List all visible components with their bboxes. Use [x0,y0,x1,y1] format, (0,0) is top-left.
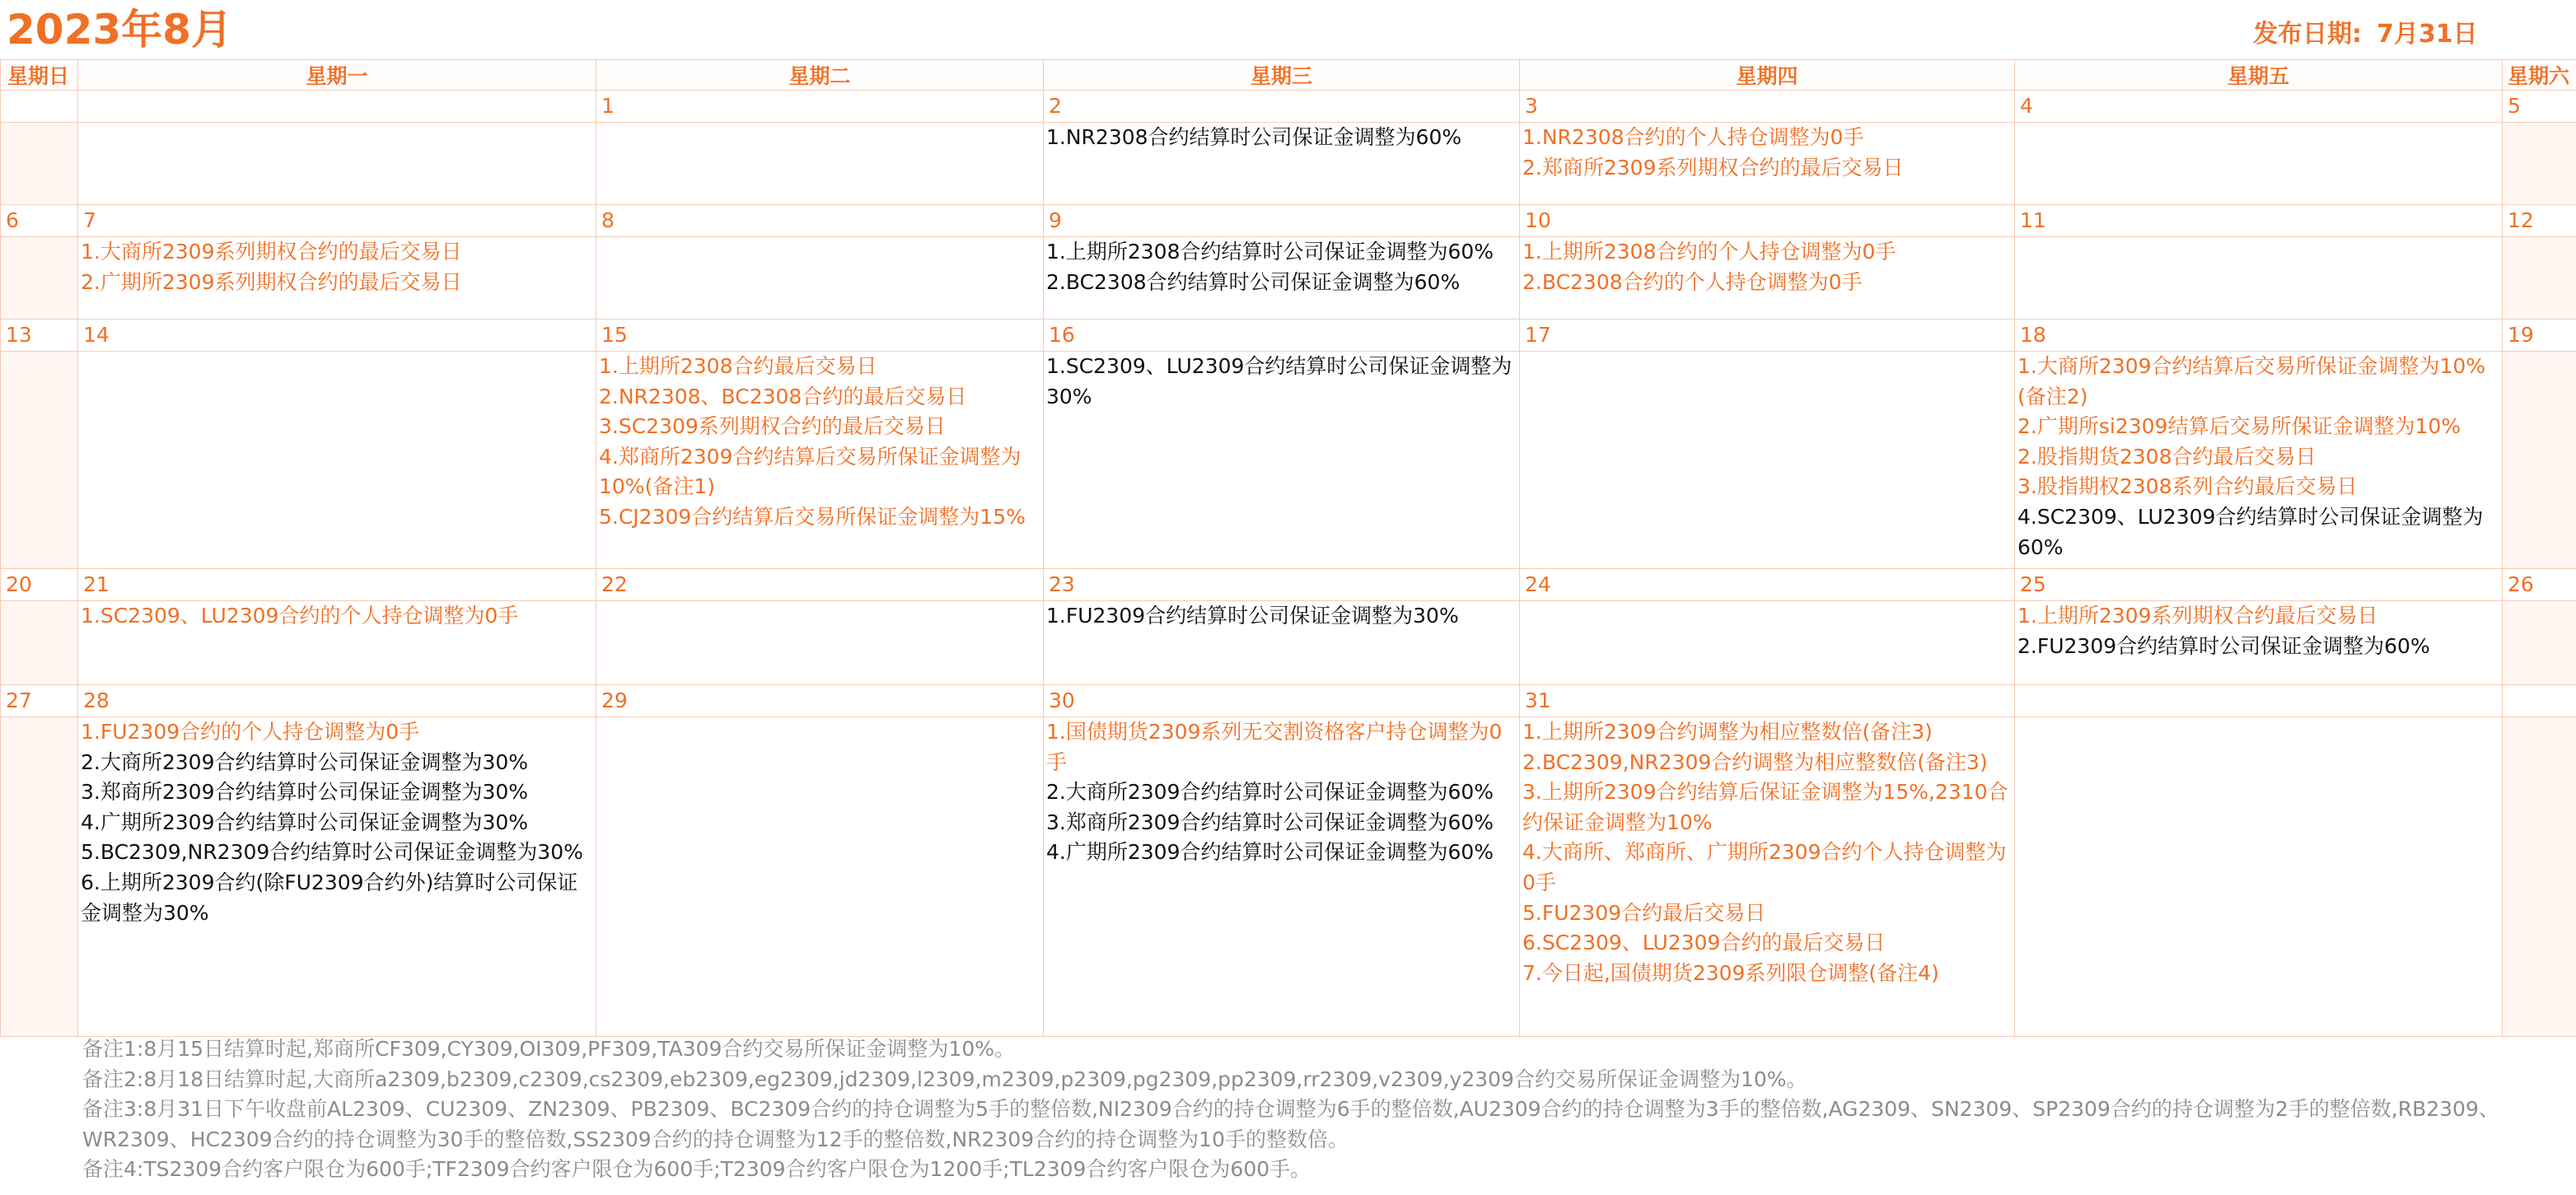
day-cell [2015,123,2503,205]
note-1: 备注1:8月15日结算时起,郑商所CF309,CY309,OI309,PF309,TA309合约交易所保证金调整为10%。 [82,1037,1015,1061]
events-row [1,601,2576,685]
day-cell [2015,601,2503,685]
day-cell [596,352,1044,569]
events-row [1,123,2576,205]
day-cell [1520,352,2015,569]
day-cell [596,717,1044,1037]
event-item: 5.CJ2309合约结算后交易所保证金调整为15% [599,504,1026,529]
date-number: 15 [596,320,1044,352]
date-number: 24 [1520,569,2015,601]
date-number: 30 [1044,685,1520,717]
date-row [1,320,2576,352]
date-number: 9 [1044,205,1520,237]
date-number: 29 [596,685,1044,717]
publish-date-label: 发布日期: [2253,20,2362,49]
notes-section [82,1034,2570,1185]
day-cell [1520,717,2015,1037]
events-row [1,717,2576,1037]
event-item: 1.上期所2309合约调整为相应整数倍(备注3) [1522,720,1933,744]
date-number: 18 [2015,320,2503,352]
event-item: 6.上期所2309合约(除FU2309合约外)结算时公司保证金调整为30% [81,870,578,925]
event-item: 2.广期所si2309结算后交易所保证金调整为10% [2017,414,2461,439]
day-cell [1044,717,1520,1037]
event-item: 2.股指期货2308合约最后交易日 [2017,444,2317,469]
day-cell [1,352,78,569]
date-number [2015,685,2503,717]
date-number: 6 [1,205,78,237]
event-item: 3.郑商所2309合约结算时公司保证金调整为30% [81,780,529,805]
day-cell [1520,123,2015,205]
event-item: 1.FU2309合约结算时公司保证金调整为30% [1046,604,1459,628]
day-cell [596,123,1044,205]
weekday-header-row [1,60,2576,91]
date-number: 11 [2015,205,2503,237]
event-item: 2.NR2308、BC2308合约的最后交易日 [599,384,967,408]
event-item: 3.上期所2309合约结算后保证金调整为15%,2310合约保证金调整为10% [1522,780,2008,834]
date-number: 26 [2503,569,2576,601]
date-number: 22 [596,569,1044,601]
event-item: 1.上期所2308合约的个人持仓调整为0手 [1522,240,1896,264]
date-number: 2 [1044,91,1520,123]
date-row [1,91,2576,123]
day-cell [78,717,596,1037]
event-item: 1.FU2309合约的个人持仓调整为0手 [81,720,420,744]
event-item: 2.广期所2309系列期权合约的最后交易日 [81,269,462,294]
day-cell [78,237,596,320]
event-item: 1.SC2309、LU2309合约结算时公司保证金调整为30% [1046,354,1512,408]
note-2: 备注2:8月18日结算时起,大商所a2309,b2309,c2309,cs2309,eb2309,eg2309,jd2309,l2309,m2309,p2309,pg2309,pp2309,rr2309,v2309,y2309合约交易所保证金调整为10%。 [82,1067,1807,1091]
calendar-table [0,59,2576,1037]
day-cell [1,123,78,205]
day-cell [1,601,78,685]
weekday-header: 星期一 [78,60,596,91]
event-item: 1.大商所2309系列期权合约的最后交易日 [81,240,462,264]
event-item: 2.大商所2309合约结算时公司保证金调整为60% [1046,780,1494,805]
date-number: 16 [1044,320,1520,352]
date-number: 17 [1520,320,2015,352]
date-number: 5 [2503,91,2576,123]
event-item: 1.上期所2308合约最后交易日 [599,354,877,378]
event-item: 4.郑商所2309合约结算后交易所保证金调整为10%(备注1) [599,444,1022,499]
events-row [1,237,2576,320]
weekday-header: 星期六 [2503,60,2576,91]
event-item: 1.上期所2309系列期权合约最后交易日 [2017,604,2378,628]
publish-date [2253,18,2478,51]
date-number: 8 [596,205,1044,237]
day-cell [596,237,1044,320]
calendar-body [1,91,2576,1037]
event-item: 7.今日起,国债期货2309系列限仓调整(备注4) [1522,960,1939,985]
event-item: 5.FU2309合约最后交易日 [1522,900,1766,925]
day-cell [2503,123,2576,205]
date-number [2503,685,2576,717]
event-item: 4.广期所2309合约结算时公司保证金调整为30% [81,810,529,834]
date-number: 25 [2015,569,2503,601]
weekday-header: 星期四 [1520,60,2015,91]
day-cell [2503,601,2576,685]
page-title: 2023年8月 [7,6,232,54]
event-item: 2.FU2309合约结算时公司保证金调整为60% [2017,633,2430,658]
event-item: 6.SC2309、LU2309合约的最后交易日 [1522,931,1886,955]
day-cell [2015,352,2503,569]
date-number: 27 [1,685,78,717]
date-row [1,569,2576,601]
event-item: 2.BC2309,NR2309合约调整为相应整数倍(备注3) [1522,749,1988,774]
day-cell [1,717,78,1037]
event-item: 2.BC2308合约的个人持仓调整为0手 [1522,269,1863,294]
date-number: 31 [1520,685,2015,717]
event-item: 3.SC2309系列期权合约的最后交易日 [599,414,946,439]
date-number: 1 [596,91,1044,123]
date-number: 21 [78,569,596,601]
event-item: 1.大商所2309合约结算后交易所保证金调整为10%(备注2) [2017,354,2486,408]
day-cell [2015,237,2503,320]
day-cell [1044,601,1520,685]
event-item: 1.NR2308合约结算时公司保证金调整为60% [1046,125,1462,149]
date-row [1,205,2576,237]
day-cell [1520,237,2015,320]
date-number: 13 [1,320,78,352]
date-number [1,91,78,123]
weekday-header: 星期五 [2015,60,2503,91]
event-item: 4.广期所2309合约结算时公司保证金调整为60% [1046,840,1494,865]
events-row [1,352,2576,569]
day-cell [596,601,1044,685]
event-item: 2.BC2308合约结算时公司保证金调整为60% [1046,269,1461,294]
event-item: 3.股指期权2308系列合约最后交易日 [2017,474,2358,499]
day-cell [78,601,596,685]
weekday-header: 星期日 [1,60,78,91]
day-cell [2503,352,2576,569]
note-3: 备注3:8月31日下午收盘前AL2309、CU2309、ZN2309、PB2309、BC2309合约的持仓调整为5手的整倍数,NI2309合约的持仓调整为6手的整倍数,AU2309合约的持仓调整为3手的整倍数,AG2309、SN2309、SP2309合约的持仓调整为2手的整倍数,RB2309、WR2309、HC2309合约的持仓调整为30手的整倍数,SS2309合约的持仓调整为12手的整倍数,NR2309合约的持仓调整为10手的整数倍。 [82,1097,2499,1151]
day-cell [2015,717,2503,1037]
event-item: 4.SC2309、LU2309合约结算时公司保证金调整为60% [2017,504,2484,559]
event-item: 3.郑商所2309合约结算时公司保证金调整为60% [1046,810,1494,834]
day-cell [1044,237,1520,320]
publish-date-value: 7月31日 [2377,20,2478,49]
event-item: 1.SC2309、LU2309合约的个人持仓调整为0手 [81,604,519,628]
day-cell [2503,717,2576,1037]
event-item: 2.大商所2309合约结算时公司保证金调整为30% [81,749,529,774]
date-number: 12 [2503,205,2576,237]
day-cell [78,352,596,569]
event-item: 2.郑商所2309系列期权合约的最后交易日 [1522,155,1904,180]
day-cell [1,237,78,320]
weekday-header: 星期三 [1044,60,1520,91]
event-item: 4.大商所、郑商所、广期所2309合约个人持仓调整为0手 [1522,840,2007,894]
day-cell [1044,123,1520,205]
date-row [1,685,2576,717]
event-item: 1.上期所2308合约结算时公司保证金调整为60% [1046,240,1494,264]
day-cell [1520,601,2015,685]
date-number: 14 [78,320,596,352]
event-item: 1.国债期货2309系列无交割资格客户持仓调整为0手 [1046,720,1503,774]
day-cell [1044,352,1520,569]
date-number [78,91,596,123]
date-number: 3 [1520,91,2015,123]
note-4: 备注4:TS2309合约客户限仓为600手;TF2309合约客户限仓为600手;T2309合约客户限仓为1200手;TL2309合约客户限仓为600手。 [82,1157,1311,1181]
date-number: 10 [1520,205,2015,237]
date-number: 4 [2015,91,2503,123]
day-cell [78,123,596,205]
weekday-header: 星期二 [596,60,1044,91]
day-cell [2503,237,2576,320]
date-number: 20 [1,569,78,601]
date-number: 28 [78,685,596,717]
date-number: 7 [78,205,596,237]
date-number: 23 [1044,569,1520,601]
date-number: 19 [2503,320,2576,352]
event-item: 1.NR2308合约的个人持仓调整为0手 [1522,125,1864,149]
event-item: 5.BC2309,NR2309合约结算时公司保证金调整为30% [81,840,583,865]
